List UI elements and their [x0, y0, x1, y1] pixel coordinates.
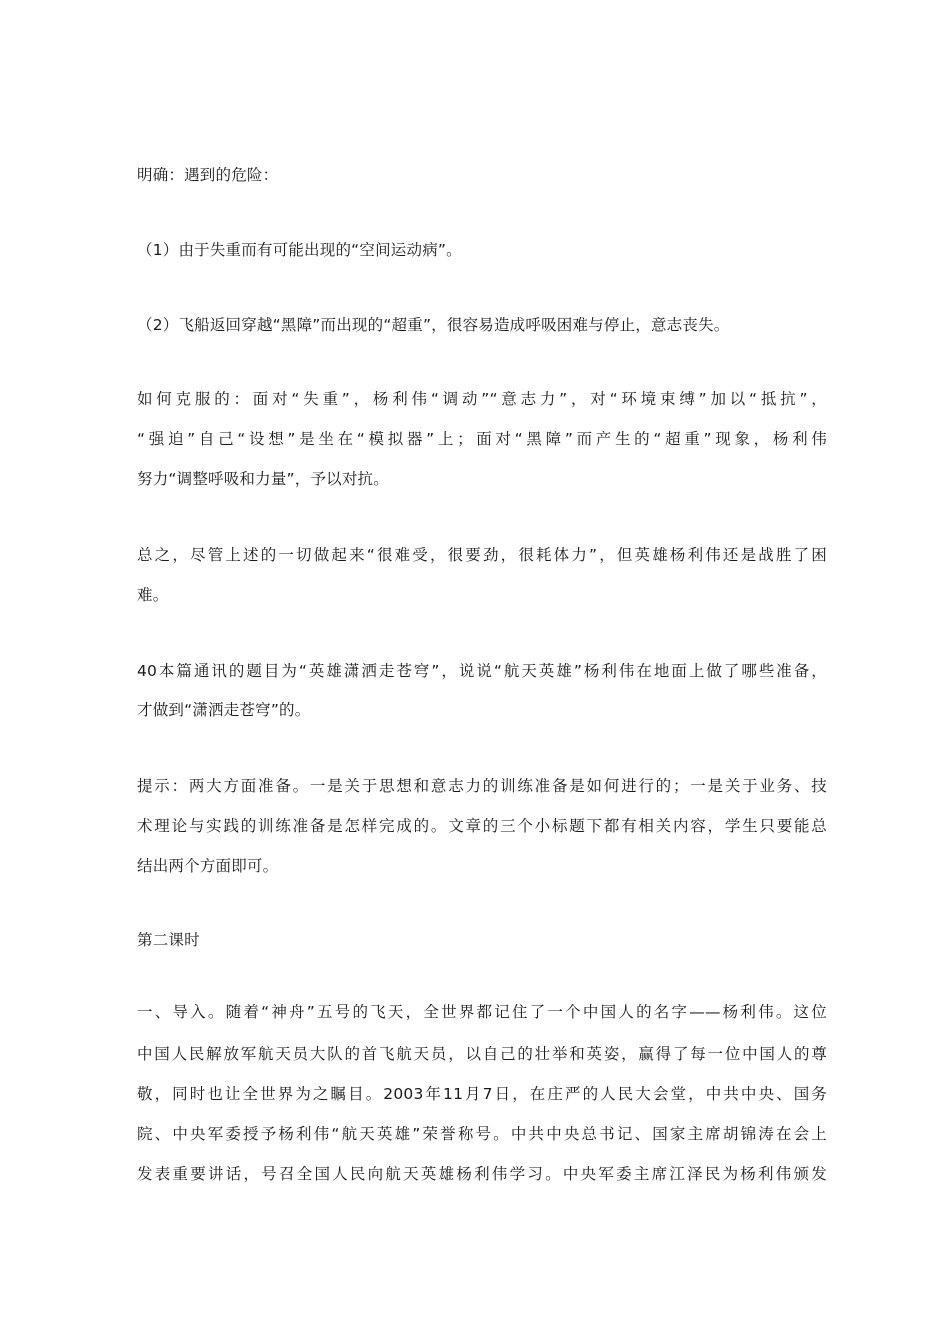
intro-paragraph-line-1: 一、导入。随着“神舟”五号的飞天，全世界都记住了一个中国人的名字——杨利伟。这位 — [137, 1003, 827, 1021]
danger-item-1: （1）由于失重而有可能出现的“空间运动病”。 — [137, 241, 462, 259]
summary-paragraph-line-2: 难。 — [137, 586, 169, 604]
overcome-paragraph-line-2: “强迫”自己“设想”是坐在“模拟器”上；面对“黑障”而产生的“超重”现象，杨利伟 — [137, 430, 827, 448]
intro-paragraph-line-2: 中国人民解放军航天员大队的首飞航天员，以自己的壮举和英姿，赢得了每一位中国人的尊 — [137, 1045, 827, 1063]
intro-paragraph-line-5: 发表重要讲话，号召全国人民向航天英雄杨利伟学习。中央军委主席江泽民为杨利伟颁发 — [137, 1165, 827, 1183]
hint-paragraph-line-1: 提示：两大方面准备。一是关于思想和意志力的训练准备是如何进行的；一是关于业务、技 — [137, 777, 827, 795]
overcome-paragraph-line-1: 如何克服的：面对“失重”，杨利伟“调动”“意志力”，对“环境束缚”加以“抵抗”， — [137, 390, 827, 408]
section-heading-second-lesson: 第二课时 — [137, 931, 200, 949]
hint-paragraph-line-3: 结出两个方面即可。 — [137, 857, 279, 875]
question-40-line-2: 才做到“潇洒走苍穹”的。 — [137, 701, 311, 719]
hint-paragraph-line-2: 术理论与实践的训练准备是怎样完成的。文章的三个小标题下都有相关内容，学生只要能总 — [137, 817, 827, 835]
answer-heading-dangers: 明确：遇到的危险： — [137, 166, 279, 184]
overcome-paragraph-line-3: 努力“调整呼吸和力量”，予以对抗。 — [137, 470, 389, 488]
question-40-line-1: 40本篇通讯的题目为“英雄潇洒走苍穹”，说说“航天英雄”杨利伟在地面上做了哪些准备， — [137, 662, 827, 680]
intro-paragraph-line-4: 院、中央军委授予杨利伟“航天英雄”荣誉称号。中共中央总书记、国家主席胡锦涛在会上 — [137, 1125, 827, 1143]
intro-paragraph-line-3: 敬，同时也让全世界为之瞩目。2003年11月7日，在庄严的人民大会堂，中共中央、国务 — [137, 1085, 827, 1103]
summary-paragraph-line-1: 总之，尽管上述的一切做起来“很难受，很要劲，很耗体力”，但英雄杨利伟还是战胜了困 — [137, 546, 827, 564]
danger-item-2: （2）飞船返回穿越“黑障”而出现的“超重”，很容易造成呼吸困难与停止，意志丧失。 — [137, 316, 730, 334]
